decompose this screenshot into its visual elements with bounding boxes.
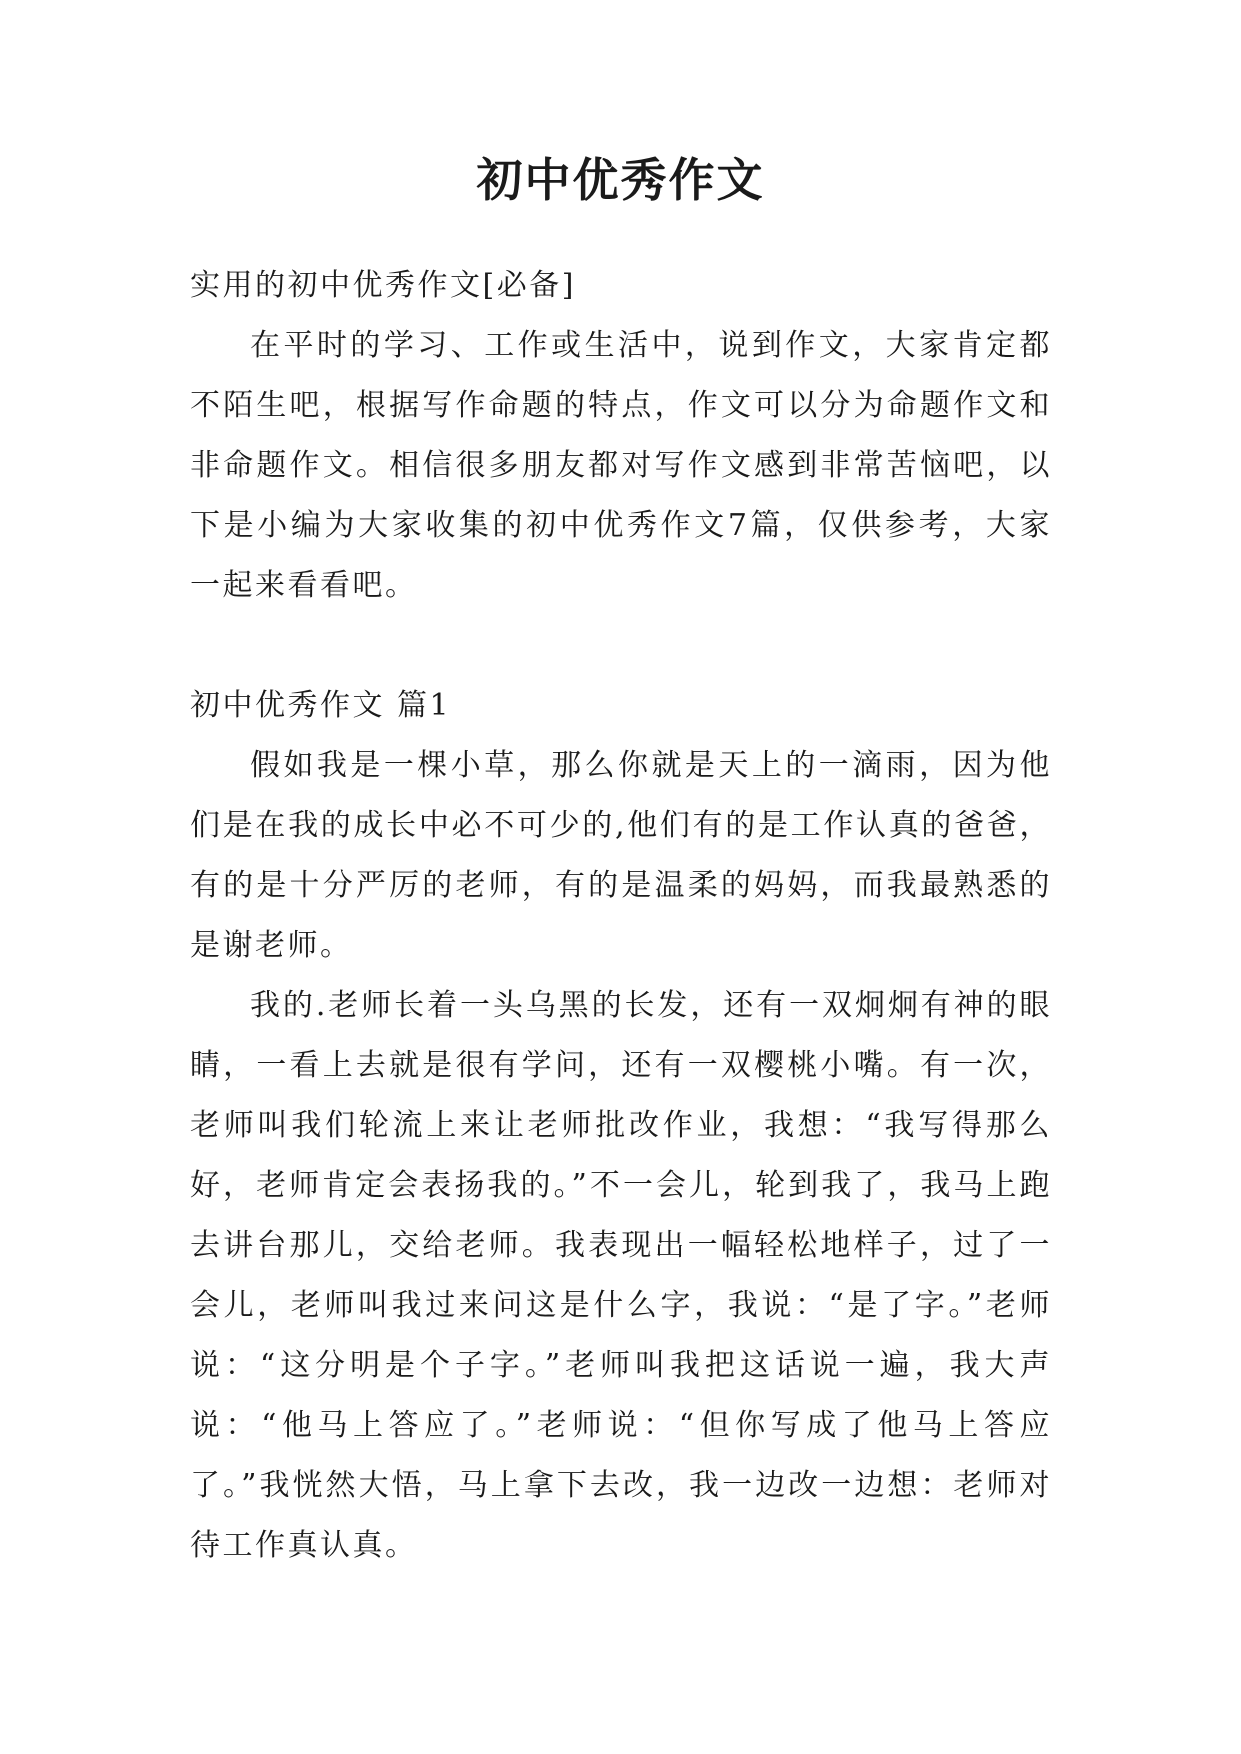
body-paragraph: 假如我是一棵小草，那么你就是天上的一滴雨，因为他们是在我的成长中必不可少的,他们有的是工作认真的爸爸，有的是十分严厉的老师，有的是温柔的妈妈，而我最熟悉的是谢老师。 — [190, 748, 1052, 963]
section-heading: 初中优秀作文 篇1 — [190, 688, 452, 723]
document-title: 初中优秀作文 — [476, 153, 765, 207]
body-paragraph: 我的.老师长着一头乌黑的长发，还有一双炯炯有神的眼睛，一看上去就是很有学问，还有一双樱桃小嘴。有一次，老师叫我们轮流上来让老师批改作业，我想：“我写得那么好，老师肯定会表扬我的。”不一会儿，轮到我了，我马上跑去讲台那儿，交给老师。我表现出一幅轻松地样子，过了一会儿，老师叫我过来问这是什么字，我说：“是了字。”老师说：“这分明是个子字。”老师叫我把这话说一遍，我大声说：“他马上答应了。”老师说：“但你写成了他马上答应了。”我恍然大悟，马上拿下去改，我一边改一边想：老师对待工作真认真。 — [190, 988, 1052, 1563]
document-subtitle: 实用的初中优秀作文[必备] — [190, 268, 576, 303]
section-spacer — [190, 616, 1052, 676]
document-body — [190, 256, 1052, 1576]
intro-paragraph: 在平时的学习、工作或生活中，说到作文，大家肯定都不陌生吧，根据写作命题的特点，作文可以分为命题作文和非命题作文。相信很多朋友都对写作文感到非常苦恼吧，以下是小编为大家收集的初中优秀作文7篇，仅供参考，大家一起来看看吧。 — [190, 328, 1052, 603]
